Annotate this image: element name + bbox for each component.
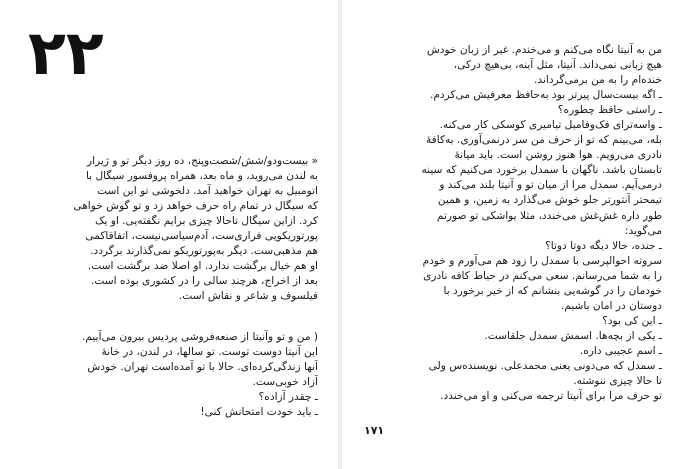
text-line: تیمحتر آنتورتر جلو خوش می‌گذارد به زمین، و همین [437, 194, 662, 207]
text-line: خنده‌ام را به من برمی‌گرداند. [534, 74, 662, 87]
text-line: ـ اگه بیست‌سال پیرتر بود به‌حافظ معرفیش می‌کردم. [429, 89, 662, 102]
text-line: که سیگال در تمام راه حرف خواهد زد و تو گوش خواهی [73, 200, 318, 213]
text-line: ـ چقدر آزاده؟ [258, 391, 318, 404]
text-line: می‌گوید: [624, 224, 662, 237]
text-line: بعد از اخراج، هرچند سالی را در کشوری بوده است. [91, 275, 318, 288]
text-line: فیلسوف و شاعر و نقاش است. [178, 290, 318, 303]
right-text-body [366, 43, 662, 404]
text-line: « بیست‌ودو/شش/شصت‌وپنج، ده روز دیگر تو و ژیرار [87, 155, 318, 167]
text-line: طور داره غش‌غش می‌خندد، مثلا یواشکی تو صورتم [436, 209, 662, 222]
text-line: درمی‌آیم. سمدل مرا از میان تو و آنیتا بلند می‌کند و [439, 179, 662, 192]
text-line: ( من و تو وآنیتا از صنعه‌فروشی پردیس بیرون می‌آییم. [82, 331, 318, 343]
text-line: ـ باید خودت امتحانش کنی! [200, 406, 318, 419]
text-line: تا حالا چیزی ننوشته. [573, 375, 662, 388]
text-line: تو حرف مرا برای آنیتا ترجمه می‌کنی و او می‌خندد. [440, 390, 662, 403]
text-line: هیچ زبانی نمی‌داند. آنیتا، مثل آینه، بی‌هیچ درکی، [453, 59, 662, 72]
chapter-number: ۲۲ [28, 16, 104, 89]
text-line: خودمان را در گوشه‌یی بنشانم که از خیر برخورد با [443, 284, 662, 297]
right-page [342, 0, 681, 469]
text-line: این آنیتا دوست توست. تو سالها، در لندن، در خانهٔ [101, 346, 318, 359]
text-line: پورتوریکویی فراری‌ست، آدم‌سیاسی‌نیست، اتفاقاکمی [85, 230, 318, 243]
text-line: آزاد خوبی‌ست. [252, 376, 318, 389]
text-line: ـ واسه‌ترای فک‌وفامیل تیامیری کوسکی کار می‌کنه. [439, 119, 662, 132]
text-line: دوستان در امان باشیم. [560, 299, 662, 312]
text-line: به لندن می‌روید، و ماه بعد، همراه پروفسور سیگال با [85, 170, 318, 183]
left-paragraph-1 [20, 154, 318, 304]
text-line: ـ سمدل که می‌دونی یعنی محمدعلی. نویسنده‌س ولی [428, 359, 662, 372]
text-line: او هم خیال برگشت ندارد. او اصلا ضد برگشت است. [87, 260, 318, 273]
text-line: اتومبیل به تهران خواهید آمد. دلخوشی تو این است [97, 185, 318, 198]
text-line: کرد. ازاین سیگال تاحالا چیزی برایم نگفته‌یی. او یک [94, 215, 318, 228]
text-line: سروته احوالپرسی با سمدل را زود هم می‌آورم و خودم [422, 254, 662, 267]
text-line: من به آنیتا نگاه می‌کنم و می‌خندم. غیر از زبان خودش [426, 44, 662, 56]
text-line: ـ اسم عجیبی داره. [579, 344, 662, 357]
text-line: نادری می‌رویم. هوا هنوز روشن است. باید میانهٔ [454, 149, 662, 162]
text-line: تابستان باشد. ناگهان با سمدل برخورد می‌کنیم که سینه [421, 164, 662, 177]
text-line: ـ یکی از بچه‌ها. اسمش سمدل جلقاست. [484, 329, 662, 342]
left-page [0, 0, 338, 469]
text-line: آنها زندگی‌کرده‌ای. حالا با تو آمده‌است تهران. خودش [87, 361, 318, 374]
text-line: ـ جنده، حالا دیگه دوتا دوتا؟ [545, 239, 662, 252]
text-line: بله، می‌بینم که تو از حرف من سر درنمی‌آوری. به‌کافهٔ [425, 134, 662, 147]
text-line: ـ راستی حافظ چطوره؟ [557, 104, 662, 117]
text-line: هم مذهبی‌ست. دیگر به‌پورتوریکو نمی‌گذارند برگردد. [90, 245, 318, 258]
left-paragraph-2 [20, 330, 318, 420]
text-line: ـ این کی بود؟ [602, 314, 662, 327]
page-number: ۱۷۱ [364, 424, 385, 437]
text-line: را به شما می‌رسانم. سعی می‌کنم در حیاط کافه نادری [423, 269, 662, 282]
